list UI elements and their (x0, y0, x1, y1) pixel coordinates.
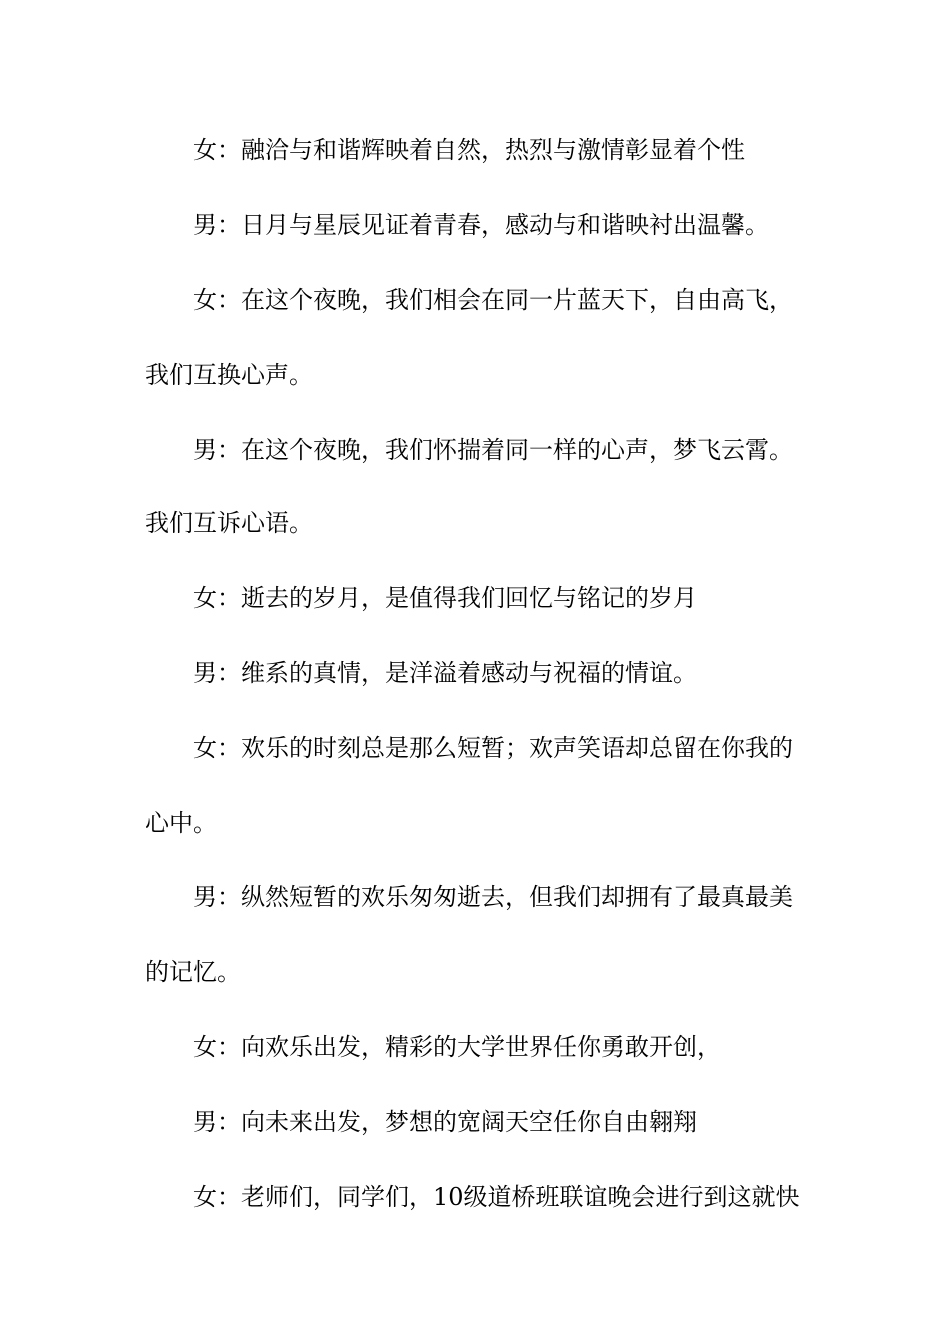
text-line: 的记忆。 (145, 958, 241, 986)
text-line: 心中。 (145, 809, 217, 837)
text-line: 女：在这个夜晚，我们相会在同一片蓝天下，自由高飞， (193, 286, 793, 314)
text-line: 女：向欢乐出发，精彩的大学世界任你勇敢开创， (193, 1033, 721, 1061)
text-line: 女：老师们，同学们，10级道桥班联谊晚会进行到这就快 (193, 1183, 800, 1211)
text-line: 我们互诉心语。 (145, 509, 313, 537)
text-line: 女：逝去的岁月，是值得我们回忆与铭记的岁月 (193, 584, 697, 612)
text-line: 我们互换心声。 (145, 361, 313, 389)
text-line: 男：向未来出发，梦想的宽阔天空任你自由翱翔 (193, 1108, 697, 1136)
text-line: 男：维系的真情，是洋溢着感动与祝福的情谊。 (193, 659, 697, 687)
text-line: 男：纵然短暂的欢乐匆匆逝去，但我们却拥有了最真最美 (193, 883, 793, 911)
text-line: 男：日月与星辰见证着青春，感动与和谐映衬出温馨。 (193, 211, 769, 239)
text-line: 男：在这个夜晚，我们怀揣着同一样的心声，梦飞云霄。 (193, 436, 793, 464)
text-line: 女：欢乐的时刻总是那么短暂；欢声笑语却总留在你我的 (193, 734, 793, 762)
text-line: 女：融洽与和谐辉映着自然，热烈与激情彰显着个性 (193, 136, 745, 164)
